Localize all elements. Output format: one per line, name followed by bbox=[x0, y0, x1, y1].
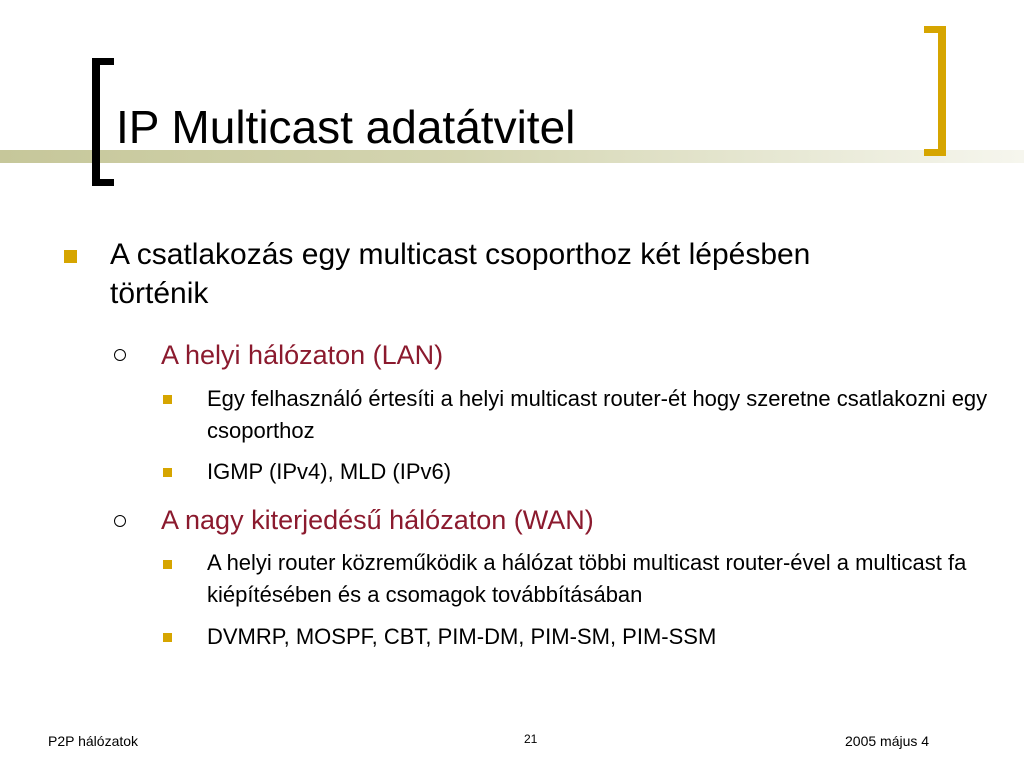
wan-item-2: DVMRP, MOSPF, CBT, PIM-DM, PIM-SM, PIM-SSM bbox=[207, 624, 717, 649]
page-number: 21 bbox=[524, 732, 538, 746]
left-bracket-top bbox=[92, 58, 114, 65]
square-bullet-icon bbox=[64, 250, 77, 263]
bullet-level1-text: A csatlakozás egy multicast csoporthoz két lépésben történik bbox=[110, 238, 811, 310]
lan-item-1: Egy felhasználó értesíti a helyi multicast router-ét hogy szeretne csatlakozni egy csoporthoz bbox=[207, 386, 988, 443]
slide-title: IP Multicast adatátvitel bbox=[116, 101, 576, 153]
wan-item-1: A helyi router közreműködik a hálózat többi multicast router-ével a multicast fa kiépítésében és a csomagok továbbításában bbox=[207, 550, 967, 607]
footer-right: 2005 május 4 bbox=[845, 733, 930, 749]
right-bracket-top bbox=[924, 26, 946, 33]
square-bullet-icon bbox=[163, 560, 172, 569]
lan-heading: A helyi hálózaton (LAN) bbox=[161, 340, 444, 370]
right-bracket-bar bbox=[938, 26, 946, 156]
square-bullet-icon bbox=[163, 633, 172, 642]
right-bracket-bottom bbox=[924, 149, 946, 156]
left-bracket-bottom bbox=[92, 179, 114, 186]
square-bullet-icon bbox=[163, 395, 172, 404]
wan-heading: A nagy kiterjedésű hálózaton (WAN) bbox=[161, 505, 594, 535]
circle-bullet-icon bbox=[114, 515, 126, 527]
footer-left: P2P hálózatok bbox=[48, 733, 139, 749]
square-bullet-icon bbox=[163, 468, 172, 477]
lan-item-2: IGMP (IPv4), MLD (IPv6) bbox=[207, 459, 452, 484]
circle-bullet-icon bbox=[114, 349, 126, 361]
left-bracket-bar bbox=[92, 58, 100, 186]
